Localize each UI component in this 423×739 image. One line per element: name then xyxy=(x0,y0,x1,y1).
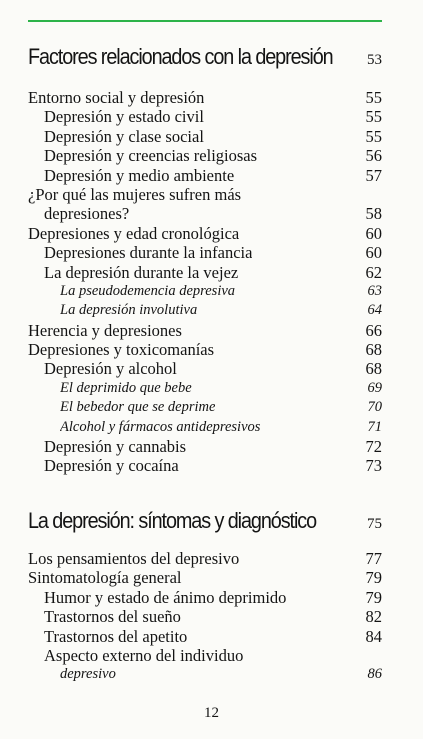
toc-entry-page xyxy=(362,185,382,204)
toc-entry-page: 55 xyxy=(365,88,382,107)
toc-entry-page xyxy=(362,646,382,665)
toc-entry[interactable] xyxy=(28,340,382,359)
chapter-title: Factores relacionados con la depresión xyxy=(28,44,333,69)
toc-entry-page: 63 xyxy=(367,282,382,299)
chapter-heading[interactable] xyxy=(28,508,382,534)
toc-entry-title: Depresión y medio ambiente xyxy=(44,165,235,185)
toc-entry-page: 64 xyxy=(367,302,382,319)
toc-entry-page: 62 xyxy=(365,262,382,282)
chapter-page: 53 xyxy=(367,52,382,68)
toc-entry[interactable] xyxy=(28,263,382,282)
toc-entry-page: 70 xyxy=(367,399,382,416)
toc-entry[interactable] xyxy=(28,359,382,378)
toc-entry-title: Herencia y depresiones xyxy=(28,320,182,340)
toc-entry-page: 60 xyxy=(365,223,382,243)
toc-entry-page: 68 xyxy=(365,340,382,360)
toc-entry-page: 57 xyxy=(365,165,382,185)
toc-entry-title: El deprimido que bebe xyxy=(60,379,192,396)
toc-entry-title: Depresión y cocaína xyxy=(44,456,179,476)
toc-entry-title: depresivo xyxy=(60,666,116,683)
toc-entry[interactable] xyxy=(28,549,382,568)
toc-entry[interactable] xyxy=(28,321,382,340)
toc-entry[interactable] xyxy=(28,107,382,126)
toc-entry-title: Depresión y cannabis xyxy=(44,437,187,457)
toc-entry-page: 77 xyxy=(365,549,382,568)
toc-entry-title: La depresión durante la vejez xyxy=(44,262,239,282)
toc-entry-page: 68 xyxy=(365,359,382,379)
toc-entry[interactable] xyxy=(28,88,382,107)
toc-entry-page: 73 xyxy=(365,456,382,476)
toc-entry-title: Los pensamientos del depresivo xyxy=(28,549,240,568)
toc-entry[interactable] xyxy=(28,646,382,665)
chapter-title: La depresión: síntomas y diagnóstico xyxy=(28,508,317,533)
toc-entry[interactable] xyxy=(28,204,382,223)
toc-entry[interactable] xyxy=(28,607,382,626)
toc-entry-title: Alcohol y fármacos antidepresivos xyxy=(60,418,261,435)
chapter-page: 75 xyxy=(367,516,382,532)
toc-entry-page: 79 xyxy=(365,587,382,607)
toc-entry-title: Trastornos del sueño xyxy=(44,607,181,627)
toc-entry[interactable] xyxy=(28,185,382,204)
toc-entry-page: 69 xyxy=(367,379,382,396)
toc-entry-page: 58 xyxy=(365,204,382,224)
page-number: 12 xyxy=(204,705,219,721)
toc-entry[interactable] xyxy=(28,418,382,437)
toc-entry[interactable] xyxy=(28,437,382,456)
toc-entry[interactable] xyxy=(28,456,382,475)
toc-entry-page: 84 xyxy=(365,626,382,646)
toc-entry-title: Depresión y alcohol xyxy=(44,359,177,379)
toc-entry-page: 55 xyxy=(365,107,382,127)
toc-entry-page: 55 xyxy=(365,126,382,146)
toc-entry-page: 56 xyxy=(365,146,382,166)
toc-entry-title: La depresión involutiva xyxy=(60,302,198,319)
toc-entry[interactable] xyxy=(28,379,382,398)
toc-list xyxy=(28,88,382,476)
toc-entry[interactable] xyxy=(28,398,382,417)
toc-entry-page: 79 xyxy=(365,568,382,588)
toc-entry-title: Humor y estado de ánimo deprimido xyxy=(44,587,287,607)
toc-entry[interactable] xyxy=(28,166,382,185)
toc-entry[interactable] xyxy=(28,568,382,587)
toc-entry-page: 71 xyxy=(367,418,382,435)
toc-entry-page: 82 xyxy=(365,607,382,627)
toc-entry-title: La pseudodemencia depresiva xyxy=(60,282,236,299)
toc-entry-title: Depresiones durante la infancia xyxy=(44,243,253,263)
toc-entry-title: Depresiones y edad cronológica xyxy=(28,223,240,243)
toc-entry-title: El bebedor que se deprime xyxy=(60,399,216,416)
toc-entry[interactable] xyxy=(28,127,382,146)
toc-entry-title: Sintomatología general xyxy=(28,568,182,588)
top-rule xyxy=(28,20,382,22)
toc-entry-page: 60 xyxy=(365,243,382,263)
toc-entry[interactable] xyxy=(28,243,382,262)
toc-entry-title: Aspecto externo del individuo xyxy=(44,645,244,665)
toc-entry[interactable] xyxy=(28,282,382,301)
toc-entry[interactable] xyxy=(28,146,382,165)
toc-entry-title: Entorno social y depresión xyxy=(28,88,205,107)
chapter-heading[interactable] xyxy=(28,44,382,70)
toc-entry-page: 66 xyxy=(365,320,382,340)
toc-list xyxy=(28,549,382,685)
toc-entry-title: Trastornos del apetito xyxy=(44,626,188,646)
toc-entry[interactable] xyxy=(28,301,382,320)
toc-entry-title: ¿Por qué las mujeres sufren más xyxy=(28,184,242,204)
toc-entry[interactable] xyxy=(28,588,382,607)
toc-entry-title: Depresiones y toxicomanías xyxy=(28,340,215,360)
toc-entry[interactable] xyxy=(28,224,382,243)
toc-entry-title: depresiones? xyxy=(44,204,130,224)
toc-entry-page: 86 xyxy=(367,666,382,683)
toc-entry-page: 72 xyxy=(365,437,382,457)
toc-entry-title: Depresión y clase social xyxy=(44,126,204,146)
toc-entry[interactable] xyxy=(28,665,382,684)
toc-entry[interactable] xyxy=(28,627,382,646)
toc-entry-title: Depresión y estado civil xyxy=(44,107,204,127)
toc-entry-title: Depresión y creencias religiosas xyxy=(44,146,258,166)
